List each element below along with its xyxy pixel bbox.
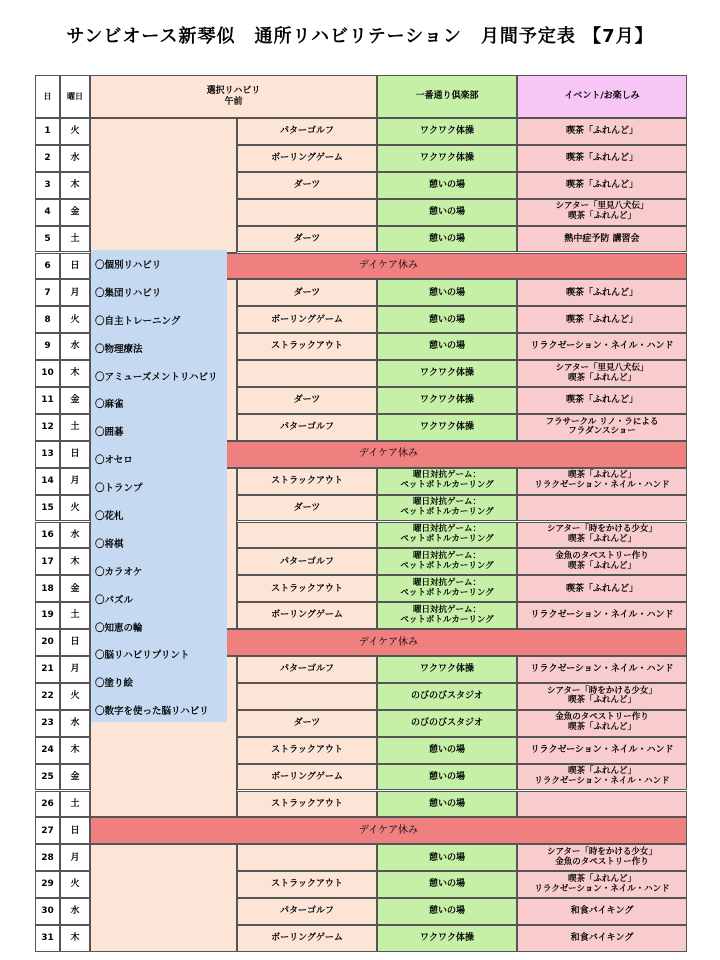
afternoon-cell: ワクワク体操 (377, 925, 517, 952)
activity-cell (237, 522, 377, 549)
menu-item: 〇数字を使った脳リハビリ (95, 706, 209, 718)
weekday-cell: 水 (60, 333, 90, 360)
activity-cell: ストラックアウト (237, 871, 377, 898)
afternoon-cell: ワクワク体操 (377, 656, 517, 683)
day-cell: 22 (35, 683, 60, 710)
activity-cell: ダーツ (237, 710, 377, 737)
weekday-cell: 日 (60, 441, 90, 468)
day-cell: 26 (35, 791, 60, 818)
weekday-cell: 日 (60, 629, 90, 656)
afternoon-cell: ワクワク体操 (377, 360, 517, 387)
closed-row: デイケア休み (90, 253, 687, 280)
afternoon-cell: 憩いの場 (377, 871, 517, 898)
event-cell: 金魚のタペストリー作り 喫茶「ふれんど」 (517, 710, 687, 737)
activity-cell: ストラックアウト (237, 333, 377, 360)
afternoon-cell: 曜日対抗ゲーム： ペットボトルカーリング (377, 548, 517, 575)
afternoon-cell: 憩いの場 (377, 333, 517, 360)
weekday-cell: 火 (60, 118, 90, 145)
closed-row: デイケア休み (90, 629, 687, 656)
event-cell: 喫茶「ふれんど」 (517, 145, 687, 172)
weekday-cell: 金 (60, 575, 90, 602)
day-cell: 5 (35, 226, 60, 253)
menu-item: 〇物理療法 (95, 343, 143, 355)
weekday-cell: 水 (60, 898, 90, 925)
afternoon-cell: 憩いの場 (377, 737, 517, 764)
activity-cell: パターゴルフ (237, 656, 377, 683)
weekday-cell: 月 (60, 844, 90, 871)
weekday-cell: 火 (60, 683, 90, 710)
menu-item: 〇アミューズメントリハビリ (95, 371, 218, 383)
day-cell: 20 (35, 629, 60, 656)
day-cell: 8 (35, 306, 60, 333)
afternoon-cell: ワクワク体操 (377, 414, 517, 441)
activity-cell: ストラックアウト (237, 791, 377, 818)
activity-cell: ボーリングゲーム (237, 764, 377, 791)
menu-item: 〇トランプ (95, 483, 143, 495)
afternoon-cell: 曜日対抗ゲーム： ペットボトルカーリング (377, 522, 517, 549)
activity-cell: ダーツ (237, 172, 377, 199)
afternoon-cell: 憩いの場 (377, 226, 517, 253)
activity-cell: パターゴルフ (237, 118, 377, 145)
event-cell: フラサークル リノ・ラによる フラダンスショー (517, 414, 687, 441)
afternoon-cell: 曜日対抗ゲーム： ペットボトルカーリング (377, 575, 517, 602)
day-cell: 28 (35, 844, 60, 871)
activity-cell: ダーツ (237, 495, 377, 522)
day-cell: 27 (35, 817, 60, 844)
event-cell: リラクゼーション・ネイル・ハンド (517, 737, 687, 764)
day-cell: 31 (35, 925, 60, 952)
day-cell: 14 (35, 468, 60, 495)
menu-item: 〇囲碁 (95, 427, 124, 439)
event-cell: 喫茶「ふれんど」 リラクゼーション・ネイル・ハンド (517, 871, 687, 898)
weekday-cell: 日 (60, 253, 90, 280)
activity-cell: パターゴルフ (237, 414, 377, 441)
event-cell: 和食バイキング (517, 925, 687, 952)
menu-item: 〇個別リハビリ (95, 259, 162, 271)
menu-item: 〇オセロ (95, 455, 133, 467)
activity-cell (237, 844, 377, 871)
event-cell: 喫茶「ふれんど」 (517, 387, 687, 414)
day-cell: 6 (35, 253, 60, 280)
activity-cell: ダーツ (237, 279, 377, 306)
activity-cell (237, 360, 377, 387)
afternoon-cell: ワクワク体操 (377, 387, 517, 414)
day-cell: 3 (35, 172, 60, 199)
weekday-cell: 木 (60, 360, 90, 387)
event-cell: 和食バイキング (517, 898, 687, 925)
event-cell: 喫茶「ふれんど」 (517, 575, 687, 602)
menu-item: 〇脳リハビリプリント (95, 650, 190, 662)
menu-item: 〇自主トレーニング (95, 315, 181, 327)
afternoon-cell: 憩いの場 (377, 764, 517, 791)
weekday-cell: 金 (60, 387, 90, 414)
activity-cell: パターゴルフ (237, 548, 377, 575)
afternoon-cell: 曜日対抗ゲーム： ペットボトルカーリング (377, 495, 517, 522)
morning-block (90, 118, 237, 253)
header-afternoon: 一番通り倶楽部 (377, 75, 517, 118)
activity-cell (237, 683, 377, 710)
event-cell: 喫茶「ふれんど」 (517, 279, 687, 306)
event-cell: 喫茶「ふれんど」 (517, 118, 687, 145)
day-cell: 18 (35, 575, 60, 602)
weekday-cell: 土 (60, 791, 90, 818)
menu-item: 〇知恵の輪 (95, 622, 143, 634)
day-cell: 19 (35, 602, 60, 629)
weekday-cell: 金 (60, 764, 90, 791)
event-cell: シアター「里見八犬伝」 喫茶「ふれんど」 (517, 360, 687, 387)
afternoon-cell: のびのびスタジオ (377, 683, 517, 710)
closed-row: デイケア休み (90, 441, 687, 468)
weekday-cell: 土 (60, 602, 90, 629)
activity-cell: ダーツ (237, 226, 377, 253)
afternoon-cell: 憩いの場 (377, 791, 517, 818)
header-event: イベント/お楽しみ (517, 75, 687, 118)
day-cell: 16 (35, 522, 60, 549)
activity-cell (237, 199, 377, 226)
event-cell: リラクゼーション・ネイル・ハンド (517, 602, 687, 629)
menu-item: 〇将棋 (95, 538, 124, 550)
header-morning-line2: 午前 (224, 96, 243, 107)
menu-item: 〇カラオケ (95, 566, 143, 578)
menu-item: 〇パズル (95, 594, 134, 606)
afternoon-cell: 憩いの場 (377, 306, 517, 333)
event-cell: シアター「時をかける少女」 喫茶「ふれんど」 (517, 522, 687, 549)
header-weekday: 曜日 (60, 75, 90, 118)
weekday-cell: 火 (60, 495, 90, 522)
activity-cell: ストラックアウト (237, 737, 377, 764)
day-cell: 2 (35, 145, 60, 172)
day-cell: 24 (35, 737, 60, 764)
activity-cell: パターゴルフ (237, 898, 377, 925)
header-morning-line1: 選択リハビリ (206, 86, 261, 97)
day-cell: 15 (35, 495, 60, 522)
weekday-cell: 月 (60, 468, 90, 495)
weekday-cell: 土 (60, 226, 90, 253)
header-day: 日 (35, 75, 60, 118)
afternoon-cell: のびのびスタジオ (377, 710, 517, 737)
weekday-cell: 木 (60, 548, 90, 575)
afternoon-cell: 憩いの場 (377, 844, 517, 871)
morning-block (90, 844, 237, 952)
menu-item: 〇集団リハビリ (95, 287, 162, 299)
menu-item: 〇塗り絵 (95, 678, 134, 690)
event-cell: 金魚のタペストリー作り 喫茶「ふれんど」 (517, 548, 687, 575)
afternoon-cell: 曜日対抗ゲーム： ペットボトルカーリング (377, 468, 517, 495)
morning-menu-list (91, 250, 227, 722)
activity-cell: ボーリングゲーム (237, 602, 377, 629)
afternoon-cell: ワクワク体操 (377, 145, 517, 172)
activity-cell: ストラックアウト (237, 468, 377, 495)
activity-cell: ボーリングゲーム (237, 306, 377, 333)
event-cell: リラクゼーション・ネイル・ハンド (517, 656, 687, 683)
weekday-cell: 火 (60, 306, 90, 333)
day-cell: 1 (35, 118, 60, 145)
afternoon-cell: 憩いの場 (377, 172, 517, 199)
weekday-cell: 金 (60, 199, 90, 226)
activity-cell: ストラックアウト (237, 575, 377, 602)
event-cell: 喫茶「ふれんど」 リラクゼーション・ネイル・ハンド (517, 764, 687, 791)
event-cell: シアター「時をかける少女」 金魚のタペストリー作り (517, 844, 687, 871)
weekday-cell: 水 (60, 522, 90, 549)
afternoon-cell: 曜日対抗ゲーム： ペットボトルカーリング (377, 602, 517, 629)
closed-row: デイケア休み (90, 817, 687, 844)
day-cell: 17 (35, 548, 60, 575)
event-cell: シアター「里見八犬伝」 喫茶「ふれんど」 (517, 199, 687, 226)
activity-cell: ボーリングゲーム (237, 145, 377, 172)
event-cell: 喫茶「ふれんど」 (517, 306, 687, 333)
day-cell: 29 (35, 871, 60, 898)
day-cell: 7 (35, 279, 60, 306)
weekday-cell: 水 (60, 145, 90, 172)
weekday-cell: 火 (60, 871, 90, 898)
day-cell: 25 (35, 764, 60, 791)
afternoon-cell: ワクワク体操 (377, 118, 517, 145)
menu-item: 〇麻雀 (95, 399, 124, 411)
event-cell: 喫茶「ふれんど」 リラクゼーション・ネイル・ハンド (517, 468, 687, 495)
weekday-cell: 木 (60, 737, 90, 764)
day-cell: 30 (35, 898, 60, 925)
weekday-cell: 土 (60, 414, 90, 441)
day-cell: 11 (35, 387, 60, 414)
weekday-cell: 水 (60, 710, 90, 737)
afternoon-cell: 憩いの場 (377, 898, 517, 925)
weekday-cell: 木 (60, 172, 90, 199)
day-cell: 9 (35, 333, 60, 360)
day-cell: 21 (35, 656, 60, 683)
afternoon-cell: 憩いの場 (377, 199, 517, 226)
event-cell (517, 791, 687, 818)
event-cell (517, 495, 687, 522)
page-title: サンビオース新琴似 通所リハビリテーション 月間予定表 【7月】 (66, 26, 654, 47)
activity-cell: ボーリングゲーム (237, 925, 377, 952)
afternoon-cell: 憩いの場 (377, 279, 517, 306)
day-cell: 23 (35, 710, 60, 737)
weekday-cell: 日 (60, 817, 90, 844)
event-cell: シアター「時をかける少女」 喫茶「ふれんど」 (517, 683, 687, 710)
event-cell: リラクゼーション・ネイル・ハンド (517, 333, 687, 360)
menu-item: 〇花札 (95, 510, 124, 522)
weekday-cell: 月 (60, 279, 90, 306)
header-morning (90, 75, 377, 118)
day-cell: 12 (35, 414, 60, 441)
activity-cell: ダーツ (237, 387, 377, 414)
day-cell: 13 (35, 441, 60, 468)
weekday-cell: 木 (60, 925, 90, 952)
event-cell: 熱中症予防 講習会 (517, 226, 687, 253)
event-cell: 喫茶「ふれんど」 (517, 172, 687, 199)
weekday-cell: 月 (60, 656, 90, 683)
day-cell: 10 (35, 360, 60, 387)
day-cell: 4 (35, 199, 60, 226)
